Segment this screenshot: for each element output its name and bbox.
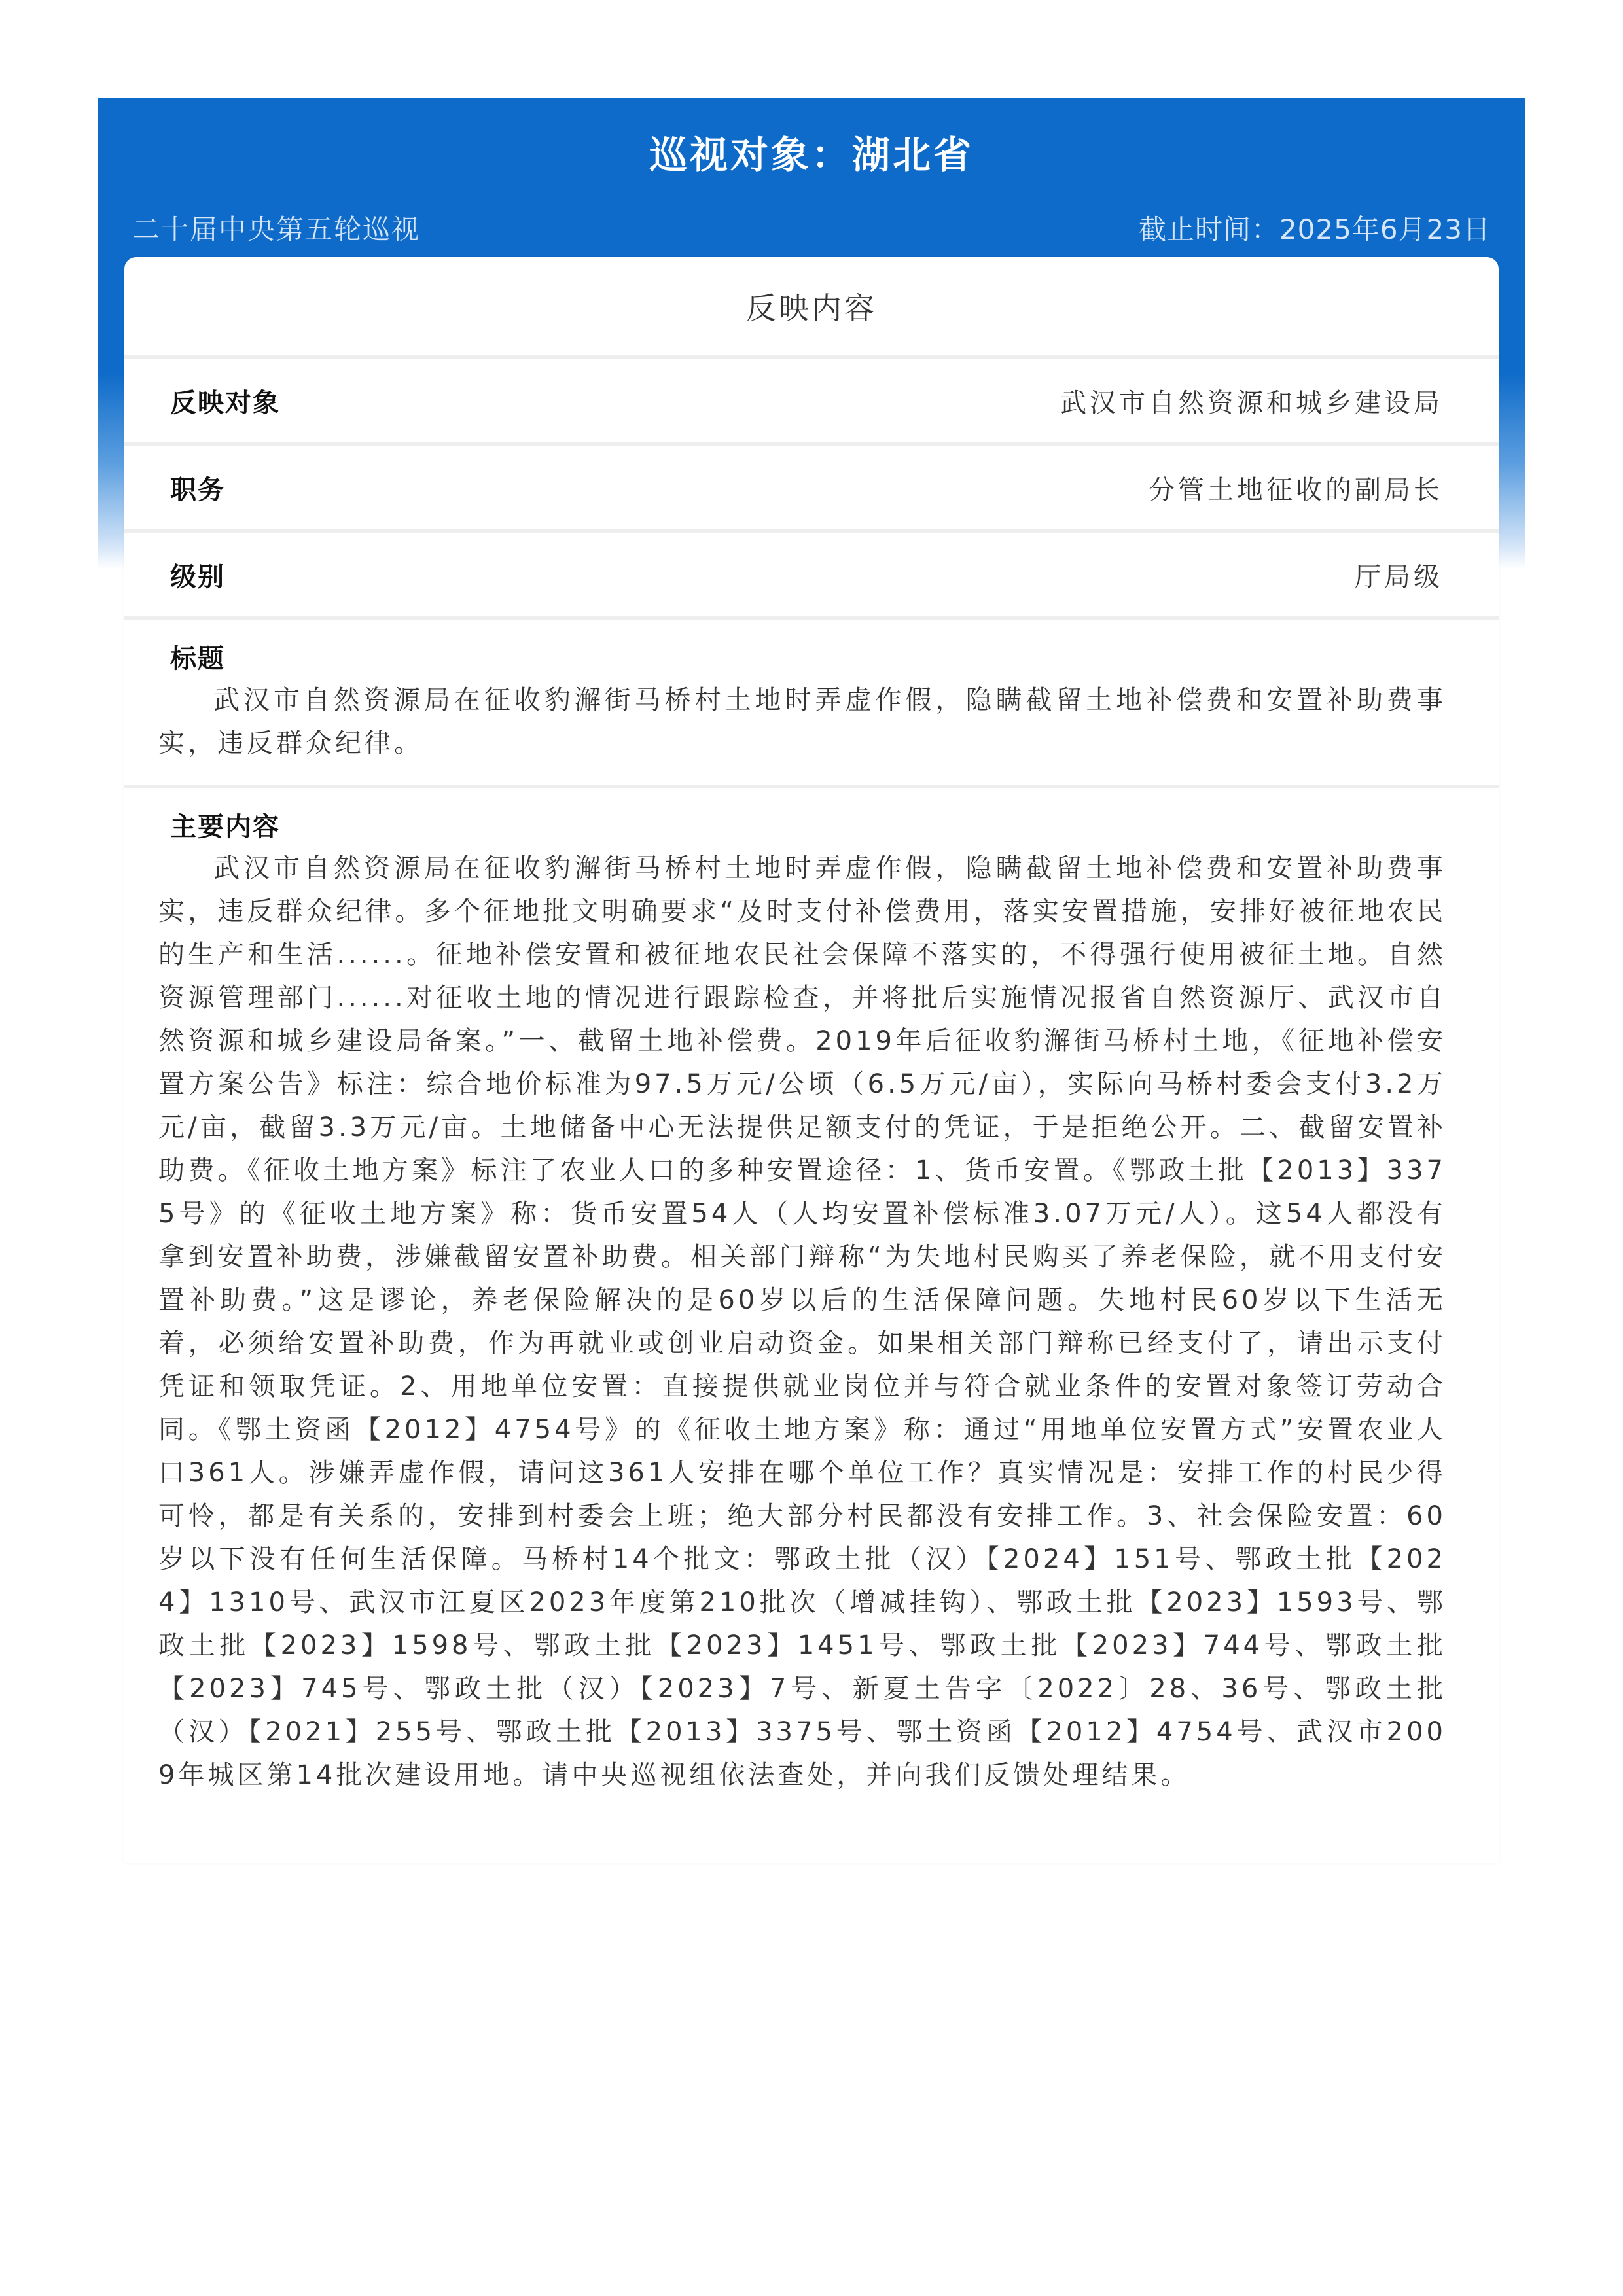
row-target [124,359,1499,446]
deadline: 截止时间：2025年6月23日 [1138,213,1491,245]
subject-section [124,620,1499,788]
subject-text: 武汉市自然资源局在征收豹澥街马桥村土地时弄虚作假，隐瞒截留土地补偿费和安置补助费事实，违反群众纪律。 [158,685,1446,758]
row-level [124,533,1499,620]
subject-label: 标题 [170,644,225,674]
row-label: 职务 [170,474,225,505]
report-card [124,257,1499,1863]
content-text: 武汉市自然资源局在征收豹澥街马桥村土地时弄虚作假，隐瞒截留土地补偿费和安置补助费事实，违反群众纪律。多个征地批文明确要求“及时支付补偿费用，落实安置措施，安排好被征地农民的生产和生活......。征地补偿安置和被征地农民社会保障不落实的，不得强行使用被征土地。自然资源管理部门......对征收土地的情况进行跟踪检查，并将批后实施情况报省自然资源厅、武汉市自然资源和城乡建设局备案。”一、截留土地补偿费。2019年后征收豹澥街马桥村土地，《征地补偿安置方案公告》标注：综合地价标准为97.5万元/公顷（6.5万元/亩），实际向马桥村委会支付3.2万元/亩，截留3.3万元/亩。土地储备中心无法提供足额支付的凭证，于是拒绝公开。二、截留安置补助费。《征收土地方案》标注了农业人口的多种安置途径：1、货币安置。《鄂政土批【2013】3375号》的《征收土地方案》称：货币安置54人（人均安置补偿标准3.07万元/人）。这54人都没有拿到安置补助费，涉嫌截留安置补助费。相关部门辩称“为失地村民购买了养老保险，就不用支付安置补助费。”这是谬论，养老保险解决的是60岁以后的生活保障问题。失地村民60岁以下生活无着，必须给安置补助费，作为再就业或创业启动资金。如果相关部门辩称已经支付了，请出示支付凭证和领取凭证。2、用地单位安置：直接提供就业岗位并与符合就业条件的安置对象签订劳动合同。《鄂土资函【2012】4754号》的《征收土地方案》称：通过“用地单位安置方式”安置农业人口361人。涉嫌弄虚作假，请问这361人安排在哪个单位工作？真实情况是：安排工作的村民少得可怜，都是有关系的，安排到村委会上班；绝大部分村民都没有安排工作。3、社会保险安置：60岁以下没有任何生活保障。马桥村14个批文：鄂政土批（汉）【2024】151号、鄂政土批【2024】1310号、武汉市江夏区2023年度第210批次（增减挂钩）、鄂政土批【2023】1593号、鄂政土批【2023】1598号、鄂政土批【2023】1451号、鄂政土批【2023】744号、鄂政土批【2023】745号、鄂政土批（汉）【2023】7号、新夏土告字〔2022〕28、36号、鄂政土批（汉）【2021】255号、鄂政土批【2013】3375号、鄂土资函【2012】4754号、武汉市2009年城区第14批次建设用地。请中央巡视组依法查处，并向我们反馈处理结果。 [158,853,1446,1790]
row-value: 分管土地征收的副局长 [1149,474,1443,505]
row-label: 反映对象 [170,387,280,418]
inspection-round: 二十届中央第五轮巡视 [132,213,421,245]
row-position [124,446,1499,533]
row-value: 厅局级 [1355,561,1443,592]
row-value: 武汉市自然资源和城乡建设局 [1060,387,1443,418]
content-section [124,788,1499,1816]
page-title: 巡视对象：湖北省 [649,133,974,177]
card-heading: 反映内容 [124,257,1499,359]
row-label: 级别 [170,561,225,592]
content-label: 主要内容 [170,812,280,842]
